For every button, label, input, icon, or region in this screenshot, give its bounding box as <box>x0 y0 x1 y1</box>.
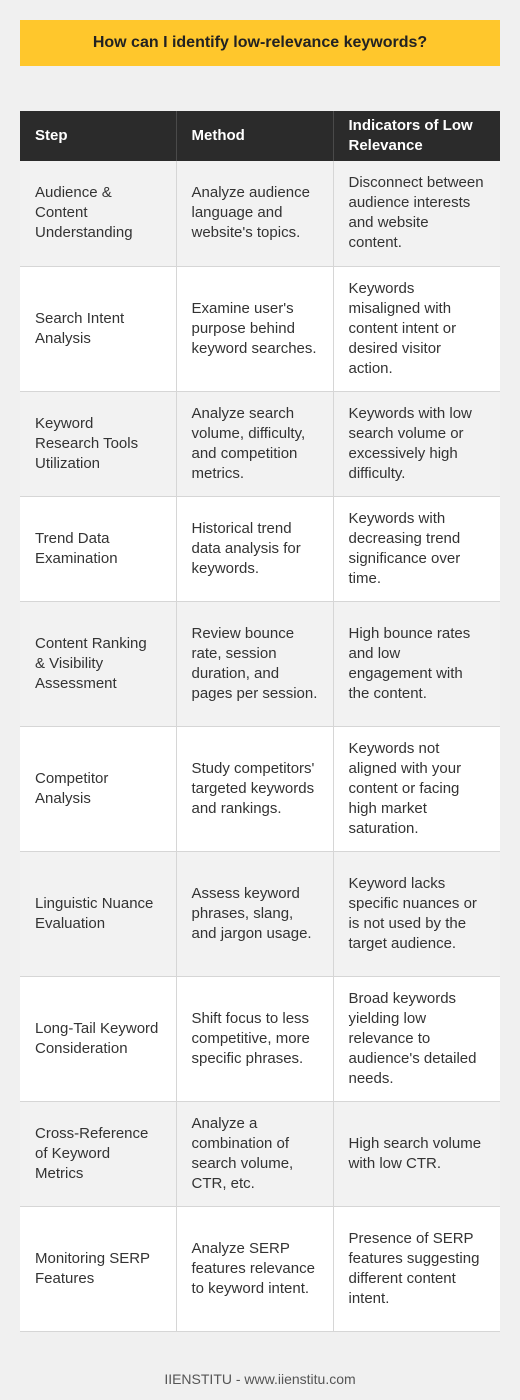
cell-indicator: Keywords misaligned with content intent or desired visitor action. <box>333 266 500 391</box>
cell-step: Cross-Reference of Keyword Metrics <box>20 1101 176 1206</box>
cell-step: Search Intent Analysis <box>20 266 176 391</box>
cell-method: Analyze search volume, difficulty, and competition metrics. <box>176 391 333 496</box>
table-row <box>20 601 500 726</box>
table-row <box>20 851 500 976</box>
table-row <box>20 391 500 496</box>
keyword-relevance-table <box>20 111 500 1332</box>
cell-method: Assess keyword phrases, slang, and jargon usage. <box>176 851 333 976</box>
footer-credit: IIENSTITU - www.iienstitu.com <box>164 1371 356 1387</box>
cell-step: Keyword Research Tools Utilization <box>20 391 176 496</box>
table-row <box>20 496 500 601</box>
cell-indicator: Keywords not aligned with your content or facing high market saturation. <box>333 726 500 851</box>
table-header-row <box>20 111 500 161</box>
column-header-step: Step <box>20 111 176 161</box>
table-row <box>20 976 500 1101</box>
cell-method: Examine user's purpose behind keyword searches. <box>176 266 333 391</box>
column-header-indicators: Indicators of Low Relevance <box>333 111 500 161</box>
table-row <box>20 1206 500 1331</box>
cell-step: Trend Data Examination <box>20 496 176 601</box>
cell-method: Analyze SERP features relevance to keyword intent. <box>176 1206 333 1331</box>
cell-method: Shift focus to less competitive, more specific phrases. <box>176 976 333 1101</box>
cell-indicator: Keywords with low search volume or excessively high difficulty. <box>333 391 500 496</box>
table-row <box>20 726 500 851</box>
table-row <box>20 1101 500 1206</box>
cell-indicator: High search volume with low CTR. <box>333 1101 500 1206</box>
cell-method: Historical trend data analysis for keywords. <box>176 496 333 601</box>
cell-indicator: Presence of SERP features suggesting different content intent. <box>333 1206 500 1331</box>
cell-indicator: Broad keywords yielding low relevance to audience's detailed needs. <box>333 976 500 1101</box>
cell-step: Content Ranking & Visibility Assessment <box>20 601 176 726</box>
cell-step: Audience & Content Understanding <box>20 161 176 266</box>
column-header-method: Method <box>176 111 333 161</box>
cell-indicator: Disconnect between audience interests and website content. <box>333 161 500 266</box>
cell-method: Review bounce rate, session duration, and pages per session. <box>176 601 333 726</box>
cell-indicator: Keyword lacks specific nuances or is not used by the target audience. <box>333 851 500 976</box>
table-row <box>20 161 500 266</box>
table-row <box>20 266 500 391</box>
cell-method: Study competitors' targeted keywords and rankings. <box>176 726 333 851</box>
page-title: How can I identify low-relevance keywords? <box>20 20 500 66</box>
cell-step: Monitoring SERP Features <box>20 1206 176 1331</box>
cell-method: Analyze audience language and website's topics. <box>176 161 333 266</box>
cell-step: Competitor Analysis <box>20 726 176 851</box>
cell-step: Long-Tail Keyword Consideration <box>20 976 176 1101</box>
cell-step: Linguistic Nuance Evaluation <box>20 851 176 976</box>
cell-indicator: Keywords with decreasing trend significance over time. <box>333 496 500 601</box>
cell-method: Analyze a combination of search volume, CTR, etc. <box>176 1101 333 1206</box>
cell-indicator: High bounce rates and low engagement with the content. <box>333 601 500 726</box>
